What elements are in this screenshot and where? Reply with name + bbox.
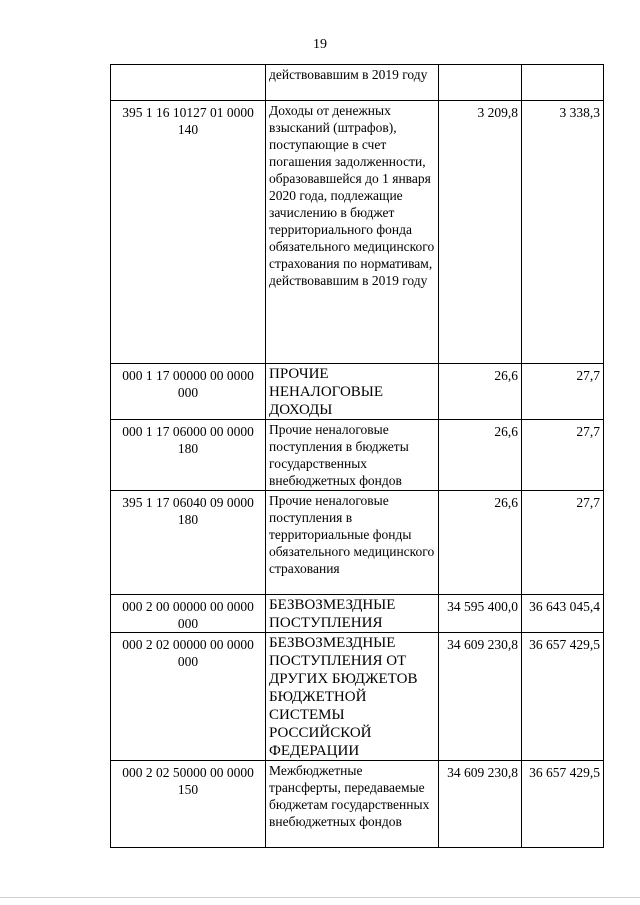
amount-2022-cell xyxy=(522,65,604,101)
budget-code-cell xyxy=(111,65,266,101)
budget-code-cell: 000 2 02 00000 00 0000 000 xyxy=(111,633,266,761)
amount-2022-cell: 27,7 xyxy=(522,364,604,420)
item-name-cell: действовавшим в 2019 году xyxy=(266,65,439,101)
item-name-cell: Доходы от денежных взысканий (штрафов), поступающие в счет погашения задолженности, образовавшейся до 1 января 2020 года, подлежащие зачислению в бюджет территориального фонда обязательного медицинского страхования по нормативам, действовавшим в 2019 году xyxy=(266,101,439,364)
item-name-cell: БЕЗВОЗМЕЗДНЫЕ ПОСТУПЛЕНИЯ xyxy=(266,595,439,633)
budget-code-cell: 000 2 00 00000 00 0000 000 xyxy=(111,595,266,633)
amount-2021-cell: 26,6 xyxy=(439,364,522,420)
table-row xyxy=(111,595,604,633)
amount-2021-cell xyxy=(439,65,522,101)
table-row xyxy=(111,633,604,761)
budget-code-cell: 000 1 17 00000 00 0000 000 xyxy=(111,364,266,420)
amount-2021-cell: 34 609 230,8 xyxy=(439,761,522,848)
amount-2022-cell: 36 657 429,5 xyxy=(522,761,604,848)
item-name-cell: Прочие неналоговые поступления в бюджеты государственных внебюджетных фондов xyxy=(266,420,439,491)
amount-2022-cell: 27,7 xyxy=(522,420,604,491)
amount-2021-cell: 34 595 400,0 xyxy=(439,595,522,633)
table-row xyxy=(111,491,604,595)
budget-code-cell: 395 1 16 10127 01 0000 140 xyxy=(111,101,266,364)
amount-2022-cell: 3 338,3 xyxy=(522,101,604,364)
item-name-cell: Прочие неналоговые поступления в территориальные фонды обязательного медицинского страхования xyxy=(266,491,439,595)
revenue-table xyxy=(110,64,604,848)
table-row xyxy=(111,101,604,364)
amount-2022-cell: 27,7 xyxy=(522,491,604,595)
table-row xyxy=(111,420,604,491)
budget-code-cell: 000 2 02 50000 00 0000 150 xyxy=(111,761,266,848)
table-row xyxy=(111,65,604,101)
budget-code-cell: 000 1 17 06000 00 0000 180 xyxy=(111,420,266,491)
item-name-cell: ПРОЧИЕ НЕНАЛОГОВЫЕ ДОХОДЫ xyxy=(266,364,439,420)
amount-2022-cell: 36 657 429,5 xyxy=(522,633,604,761)
amount-2021-cell: 26,6 xyxy=(439,491,522,595)
page-bottom-divider xyxy=(0,897,640,898)
amount-2022-cell: 36 643 045,4 xyxy=(522,595,604,633)
page-number: 19 xyxy=(313,37,327,52)
table-row xyxy=(111,364,604,420)
budget-code-cell: 395 1 17 06040 09 0000 180 xyxy=(111,491,266,595)
amount-2021-cell: 34 609 230,8 xyxy=(439,633,522,761)
amount-2021-cell: 26,6 xyxy=(439,420,522,491)
item-name-cell: БЕЗВОЗМЕЗДНЫЕ ПОСТУПЛЕНИЯ ОТ ДРУГИХ БЮДЖЕТОВ БЮДЖЕТНОЙ СИСТЕМЫ РОССИЙСКОЙ ФЕДЕРАЦИИ xyxy=(266,633,439,761)
table-row xyxy=(111,761,604,848)
amount-2021-cell: 3 209,8 xyxy=(439,101,522,364)
item-name-cell: Межбюджетные трансферты, передаваемые бюджетам государственных внебюджетных фондов xyxy=(266,761,439,848)
